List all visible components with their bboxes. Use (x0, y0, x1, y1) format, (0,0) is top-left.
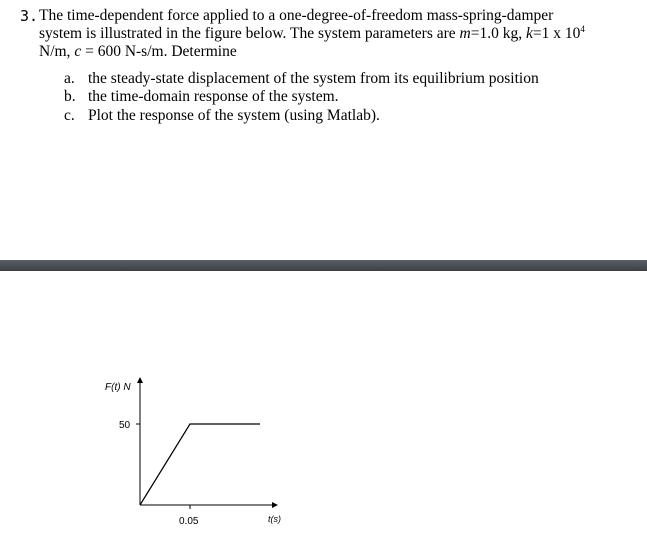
task-label-b: b. (64, 88, 76, 105)
question-number: 3. (20, 7, 39, 25)
task-text-c: Plot the response of the system (using Matlab). (88, 107, 380, 124)
damping-symbol: c (74, 43, 82, 60)
task-text-b: the time-domain response of the system. (88, 88, 339, 105)
task-label-c: c. (64, 107, 75, 124)
stiffness-exponent: 4 (580, 24, 585, 34)
stiffness-value: =1 x 10 (532, 25, 581, 42)
intro-line-3-units: N/m, (39, 43, 75, 60)
force-time-figure (95, 370, 315, 530)
intro-line-2-text: system is illustrated in the figure below. The system parameters are (39, 25, 460, 42)
damping-value: = 600 N-s/m. Determine (81, 43, 237, 60)
stiffness-symbol: k (526, 25, 533, 42)
intro-line-3 (39, 43, 237, 61)
task-item-a (64, 70, 539, 88)
y-axis-label: F(t) N (105, 382, 131, 393)
mass-symbol: m (459, 25, 471, 42)
task-item-b (64, 88, 339, 106)
mass-value: =1.0 kg, (470, 25, 526, 42)
task-label-a: a. (64, 70, 75, 87)
task-text-a: the steady-state displacement of the system from its equilibrium position (88, 70, 539, 87)
task-item-c (64, 107, 380, 125)
section-divider (0, 260, 647, 271)
x-axis-label: t(s) (268, 514, 281, 524)
force-chart-svg (95, 370, 315, 530)
y-tick-label: 50 (119, 420, 131, 431)
intro-line-2 (39, 25, 585, 43)
force-curve (140, 424, 260, 505)
x-tick-label: 0.05 (179, 516, 199, 527)
intro-line-1: The time-dependent force applied to a one-degree-of-freedom mass-spring-damper (39, 7, 554, 24)
